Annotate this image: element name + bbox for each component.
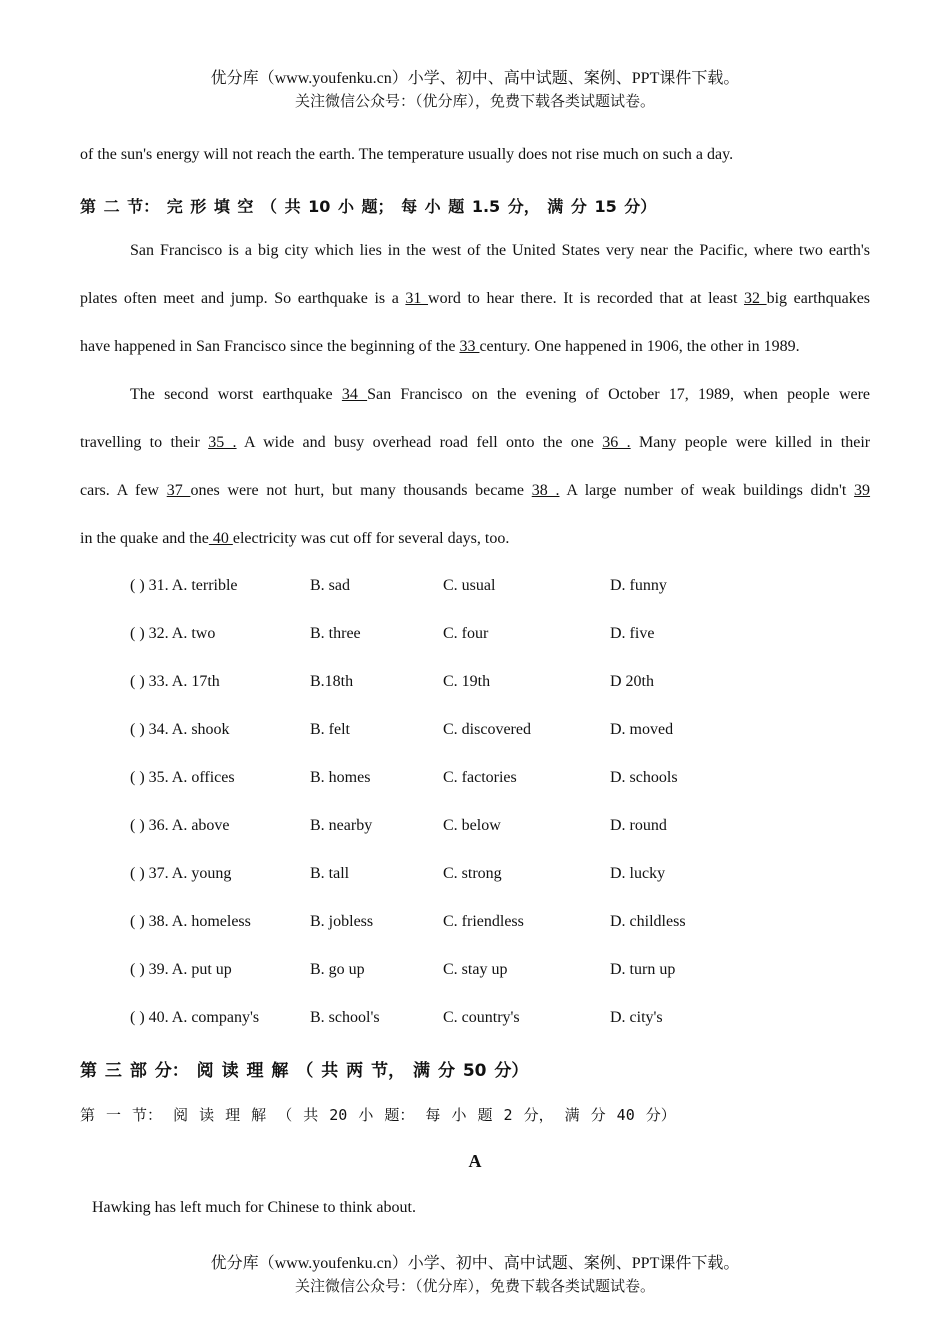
question-option-b: B. jobless bbox=[310, 913, 374, 930]
passage-p2-line2 bbox=[80, 434, 870, 452]
question-option-c: C. usual bbox=[443, 577, 496, 594]
question-stem-option-a[interactable]: ( ) 40. A. company's bbox=[130, 1009, 260, 1026]
blank-34: 34 bbox=[341, 386, 368, 403]
passage-p2-line1 bbox=[80, 386, 870, 404]
question-option-d: D. funny bbox=[610, 577, 667, 594]
question-option-b: B. tall bbox=[310, 865, 350, 882]
section1-title: 第 一 节： 阅 读 理 解 （ 共 20 小 题： 每 小 题 2 分， 满 分 40 分） bbox=[80, 1106, 676, 1124]
passage-text: The second worst earthquake bbox=[130, 386, 333, 403]
question-option-d: D. childless bbox=[610, 913, 686, 930]
page-footer bbox=[0, 1253, 950, 1297]
blank-40: 40 bbox=[208, 530, 233, 547]
passage-text: century. One happened in 1906, the other in 1989. bbox=[479, 338, 800, 355]
question-option-d: D 20th bbox=[610, 673, 654, 690]
question-option-d: D. turn up bbox=[610, 961, 676, 978]
blank-38: 38 . bbox=[531, 482, 560, 499]
blank-35: 35 . bbox=[208, 434, 237, 451]
blank-32: 32 bbox=[743, 290, 767, 307]
question-option-b: B. homes bbox=[310, 769, 371, 786]
passage-text: word to hear there. It is recorded that at least bbox=[428, 290, 738, 307]
question-option-b: B. nearby bbox=[310, 817, 373, 834]
passage-text: A wide and busy overhead road fell onto the one bbox=[244, 434, 594, 451]
question-option-c: C. four bbox=[443, 625, 489, 642]
passage-p2-line4 bbox=[80, 530, 870, 548]
question-option-d: D. schools bbox=[610, 769, 678, 786]
question-option-d: D. round bbox=[610, 817, 667, 834]
passage-p1-line1 bbox=[80, 242, 870, 260]
question-option-d: D. city's bbox=[610, 1009, 663, 1026]
question-stem-option-a[interactable]: ( ) 39. A. put up bbox=[130, 961, 232, 978]
question-option-c: C. country's bbox=[443, 1009, 520, 1026]
blank-31: 31 bbox=[405, 290, 429, 307]
section2-title: 第 二 节： 完 形 填 空 （ 共 10 小 题； 每 小 题 1.5 分， 满 分 15 分） bbox=[80, 197, 657, 216]
question-stem-option-a[interactable]: ( ) 36. A. above bbox=[130, 817, 230, 834]
part3-title: 第 三 部 分： 阅 读 理 解 （ 共 两 节， 满 分 50 分） bbox=[80, 1061, 529, 1081]
question-stem-option-a[interactable]: ( ) 33. A. 17th bbox=[130, 673, 220, 690]
question-option-c: C. factories bbox=[443, 769, 517, 786]
passage-text: travelling to their bbox=[80, 434, 200, 451]
passage-text: in the quake and the bbox=[80, 530, 209, 547]
blank-39: 39 bbox=[854, 482, 871, 499]
passage-p1-line2 bbox=[80, 290, 870, 308]
question-option-c: C. discovered bbox=[443, 721, 531, 738]
question-option-b: B. go up bbox=[310, 961, 365, 978]
passage-text: cars. A few bbox=[80, 482, 159, 499]
footer-line-1: 优分库（www.youfenku.cn）小学、初中、高中试题、案例、PPT课件下载。 bbox=[210, 1255, 740, 1272]
question-option-b: B. three bbox=[310, 625, 361, 642]
question-stem-option-a[interactable]: ( ) 35. A. offices bbox=[130, 769, 235, 786]
question-stem-option-a[interactable]: ( ) 31. A. terrible bbox=[130, 577, 238, 594]
blank-37: 37 bbox=[166, 482, 191, 499]
passage-text: ones were not hurt, but many thousands became bbox=[190, 482, 524, 499]
passage-a-first-line: Hawking has left much for Chinese to think about. bbox=[92, 1199, 416, 1216]
question-option-c: C. below bbox=[443, 817, 501, 834]
question-stem-option-a[interactable]: ( ) 34. A. shook bbox=[130, 721, 230, 738]
passage-text: have happened in San Francisco since the beginning of the bbox=[80, 338, 456, 355]
passage-text: San Francisco is a big city which lies in the west of the United States very near the Pacific, where two earth's bbox=[130, 242, 870, 259]
blank-33: 33 bbox=[459, 338, 480, 355]
blank-36: 36 . bbox=[602, 434, 631, 451]
intro-line: of the sun's energy will not reach the earth. The temperature usually does not rise much on such a day. bbox=[80, 146, 734, 163]
question-option-c: C. friendless bbox=[443, 913, 524, 930]
passage-a-label: A bbox=[468, 1151, 482, 1171]
question-option-b: B. school's bbox=[310, 1009, 380, 1026]
header-line-2: 关注微信公众号：（优分库），免费下载各类试题试卷。 bbox=[294, 92, 655, 110]
question-stem-option-a[interactable]: ( ) 38. A. homeless bbox=[130, 913, 251, 930]
question-option-b: B.18th bbox=[310, 673, 354, 690]
question-option-c: C. 19th bbox=[443, 673, 491, 690]
question-option-d: D. lucky bbox=[610, 865, 666, 882]
question-option-b: B. felt bbox=[310, 721, 350, 738]
passage-text: A large number of weak buildings didn't bbox=[566, 482, 847, 499]
question-option-c: C. strong bbox=[443, 865, 502, 882]
passage-text: big earthquakes bbox=[766, 290, 871, 307]
passage-text: electricity was cut off for several days, too. bbox=[232, 530, 510, 547]
question-option-d: D. moved bbox=[610, 721, 674, 738]
question-stem-option-a[interactable]: ( ) 37. A. young bbox=[130, 865, 232, 882]
passage-text: plates often meet and jump. So earthquake is a bbox=[80, 290, 399, 307]
footer-line-2: 关注微信公众号：（优分库），免费下载各类试题试卷。 bbox=[294, 1277, 655, 1295]
question-option-c: C. stay up bbox=[443, 961, 508, 978]
question-option-d: D. five bbox=[610, 625, 655, 642]
page-header bbox=[0, 68, 950, 112]
question-option-b: B. sad bbox=[310, 577, 350, 594]
question-stem-option-a[interactable]: ( ) 32. A. two bbox=[130, 625, 216, 642]
passage-p1-line3 bbox=[80, 338, 870, 356]
header-line-1: 优分库（www.youfenku.cn）小学、初中、高中试题、案例、PPT课件下载。 bbox=[210, 70, 740, 87]
passage-text: Many people were killed in their bbox=[639, 434, 871, 451]
passage-p2-line3 bbox=[80, 482, 870, 500]
passage-text: San Francisco on the evening of October 17, 1989, when people were bbox=[367, 386, 871, 403]
